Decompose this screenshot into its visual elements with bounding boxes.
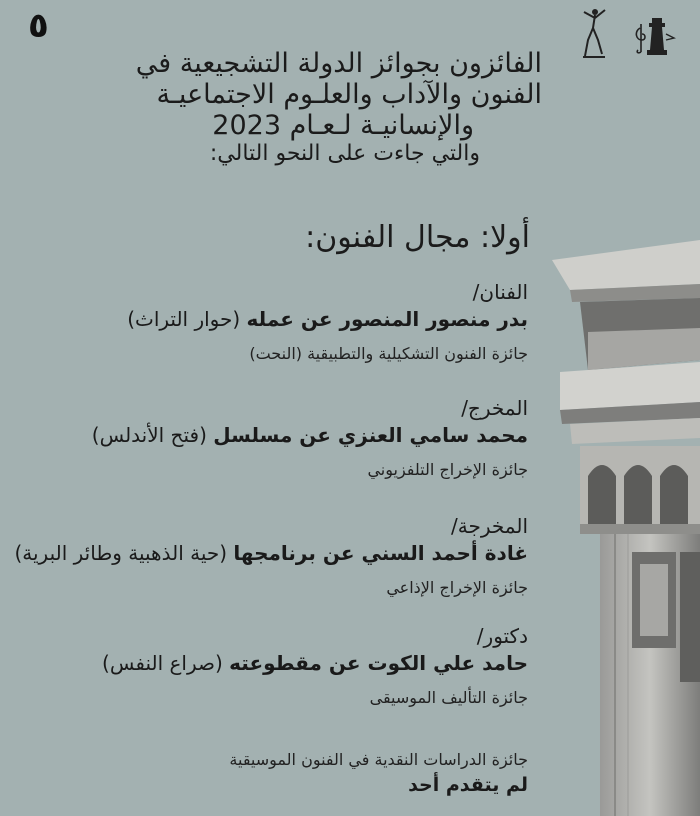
winner-name: بدر منصور المنصور عن عمله [246,307,528,331]
winner-name: حامد علي الكوت عن مقطوعته [229,651,528,675]
winner-entry [8,280,528,364]
winner-entry [8,514,528,598]
winner-name: محمد سامي العنزي عن مسلسل [213,423,528,447]
winner-role: دكتور/ [476,624,528,648]
final-award: جائزة الدراسات النقدية في الفنون الموسيقية [229,750,528,769]
final-entry [8,750,528,796]
header-line-3: والإنسانيـة لـعـام 2023 [212,110,474,141]
header [22,48,542,167]
winner-award: جائزة الإخراج الإذاعي [386,578,528,597]
winner-award: جائزة الإخراج التلفزيوني [367,460,528,479]
section-title: أولا: مجال الفنون: [305,220,530,255]
winner-work: (فتح الأندلس) [91,423,207,447]
winner-entry [8,624,528,708]
winner-name-line [8,650,528,676]
winner-work: (صراع النفس) [102,651,223,675]
winner-work: (حية الذهبية وطائر البرية) [14,541,228,565]
winner-award: جائزة الفنون التشكيلية والتطبيقية (النحت) [249,344,528,363]
header-line-1: الفائزون بجوائز الدولة التشجيعية في [135,48,542,79]
winner-role: الفنان/ [472,280,528,304]
dancer-logo-icon [580,6,608,60]
winner-award: جائزة التأليف الموسيقى [369,688,528,707]
winner-work: (حوار التراث) [127,307,241,331]
header-line-4: والتي جاءت على النحو التالي: [209,141,480,166]
stone-column-image [540,232,700,816]
winner-name: غادة أحمد السني عن برنامجها [233,541,528,565]
winner-role: المخرج/ [461,396,528,420]
winner-entry [8,396,528,480]
winner-role: المخرجة/ [451,514,528,538]
page-number: ٥ [28,6,49,46]
final-result: لم يتقدم أحد [408,774,528,796]
winner-name-line [8,306,528,332]
chess-music-logo-icon [632,14,676,58]
winner-name-line [8,422,528,448]
winner-name-line [8,540,528,566]
header-line-2: الفنون والآداب والعلـوم الاجتماعيـة [156,79,542,110]
